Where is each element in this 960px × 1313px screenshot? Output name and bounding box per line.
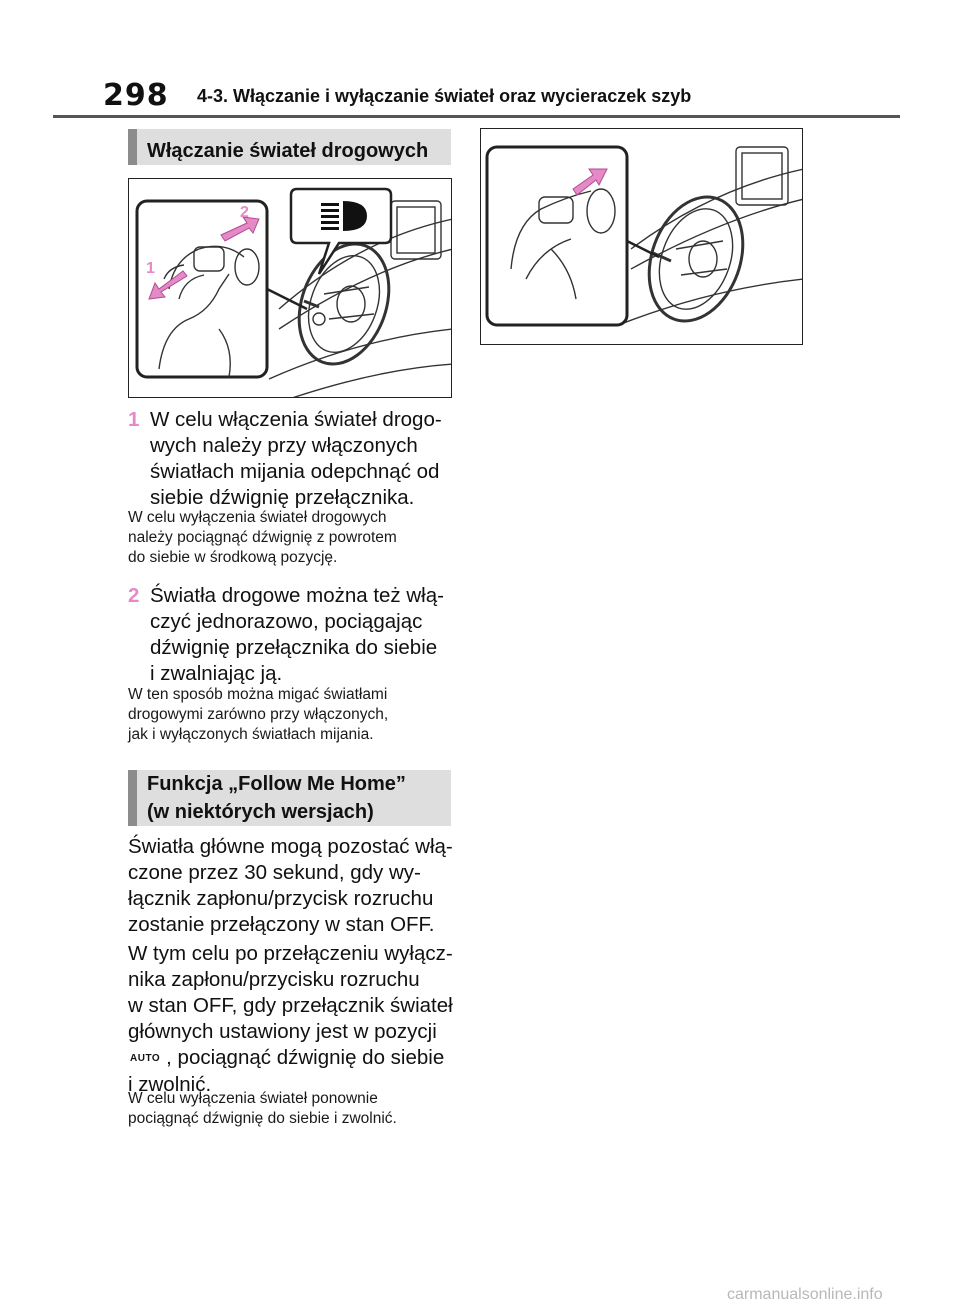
step-line: siebie dźwignię przełącznika.: [150, 486, 415, 509]
note-3: [128, 1089, 458, 1129]
watermark: carmanualsonline.info: [727, 1286, 883, 1303]
step-line: światłach mijania odepchnąć od: [150, 460, 440, 483]
illustration-push-lever: [128, 178, 452, 398]
section-heading-high-beams: [128, 129, 451, 165]
paragraph-line: W tym celu po przełączeniu wyłącz-: [128, 942, 453, 965]
note-2: [128, 685, 458, 745]
step-line: W celu włączenia świateł drogo-: [150, 408, 442, 431]
dashboard-illustration: [129, 179, 452, 398]
paragraph-line: zostanie przełączony w stan OFF.: [128, 913, 435, 936]
step-number: 2: [128, 584, 140, 607]
headlamp-callout: [291, 189, 391, 274]
page-number: 298: [103, 78, 169, 113]
step-number: 1: [128, 408, 140, 431]
paragraph-line: Światła główne mogą pozostać włą-: [128, 835, 453, 858]
note-line: W celu wyłączenia świateł ponownie: [128, 1090, 378, 1107]
figure-label-1: 1: [146, 260, 155, 277]
note-line: pociągnąć dźwignię do siebie i zwolnić.: [128, 1110, 397, 1127]
dashboard-illustration-2: [481, 129, 803, 345]
paragraph-line: i zwolnić.: [128, 1073, 212, 1096]
paragraph-line: [128, 1045, 458, 1072]
paragraph-2: [128, 941, 458, 1098]
section-heading-text: (w niektórych wersjach): [147, 801, 374, 823]
paragraph-line: głównych ustawiony jest w pozycji: [128, 1020, 437, 1043]
step-line: Światła drogowe można też włą-: [150, 584, 444, 607]
note-line: jak i wyłączonych światłach mijania.: [128, 726, 374, 743]
figure-label-2: 2: [240, 204, 249, 221]
hand-inset-2: [487, 147, 627, 325]
note-line: W ten sposób można migać światłami: [128, 686, 388, 703]
note-line: W celu wyłączenia świateł drogowych: [128, 509, 387, 526]
step-line: wych należy przy włączonych: [150, 434, 418, 457]
section-heading-follow-me-home: [128, 770, 451, 826]
step-line: dźwignię przełącznika do siebie: [150, 636, 438, 659]
step-1: [128, 407, 458, 511]
auto-icon: AUTO: [130, 1053, 161, 1064]
step-line: i zwalniając ją.: [150, 662, 283, 685]
paragraph-line: czone przez 30 sekund, gdy wy-: [128, 861, 421, 884]
paragraph-1: [128, 834, 458, 938]
note-line: drogowymi zarówno przy włączonych,: [128, 706, 389, 723]
paragraph-line: nika zapłonu/przycisku rozruchu: [128, 968, 420, 991]
illustration-pull-lever: [480, 128, 803, 345]
step-2: [128, 583, 458, 687]
note-line: należy pociągnąć dźwignię z powrotem: [128, 529, 397, 546]
paragraph-line-text: , pociągnąć dźwignię do siebie: [166, 1046, 445, 1069]
header-divider: [53, 115, 900, 118]
step-line: czyć jednorazowo, pociągając: [150, 610, 423, 633]
paragraph-line: w stan OFF, gdy przełącznik świateł: [128, 994, 453, 1017]
note-1: [128, 508, 458, 568]
section-heading-text: Włączanie świateł drogowych: [147, 140, 429, 162]
chapter-title: 4-3. Włączanie i wyłączanie świateł oraz wycieraczek szyb: [197, 86, 692, 106]
section-heading-text: Funkcja „Follow Me Home”: [147, 773, 406, 795]
paragraph-line: łącznik zapłonu/przycisk rozruchu: [128, 887, 434, 910]
note-line: do siebie w środkową pozycję.: [128, 549, 338, 566]
